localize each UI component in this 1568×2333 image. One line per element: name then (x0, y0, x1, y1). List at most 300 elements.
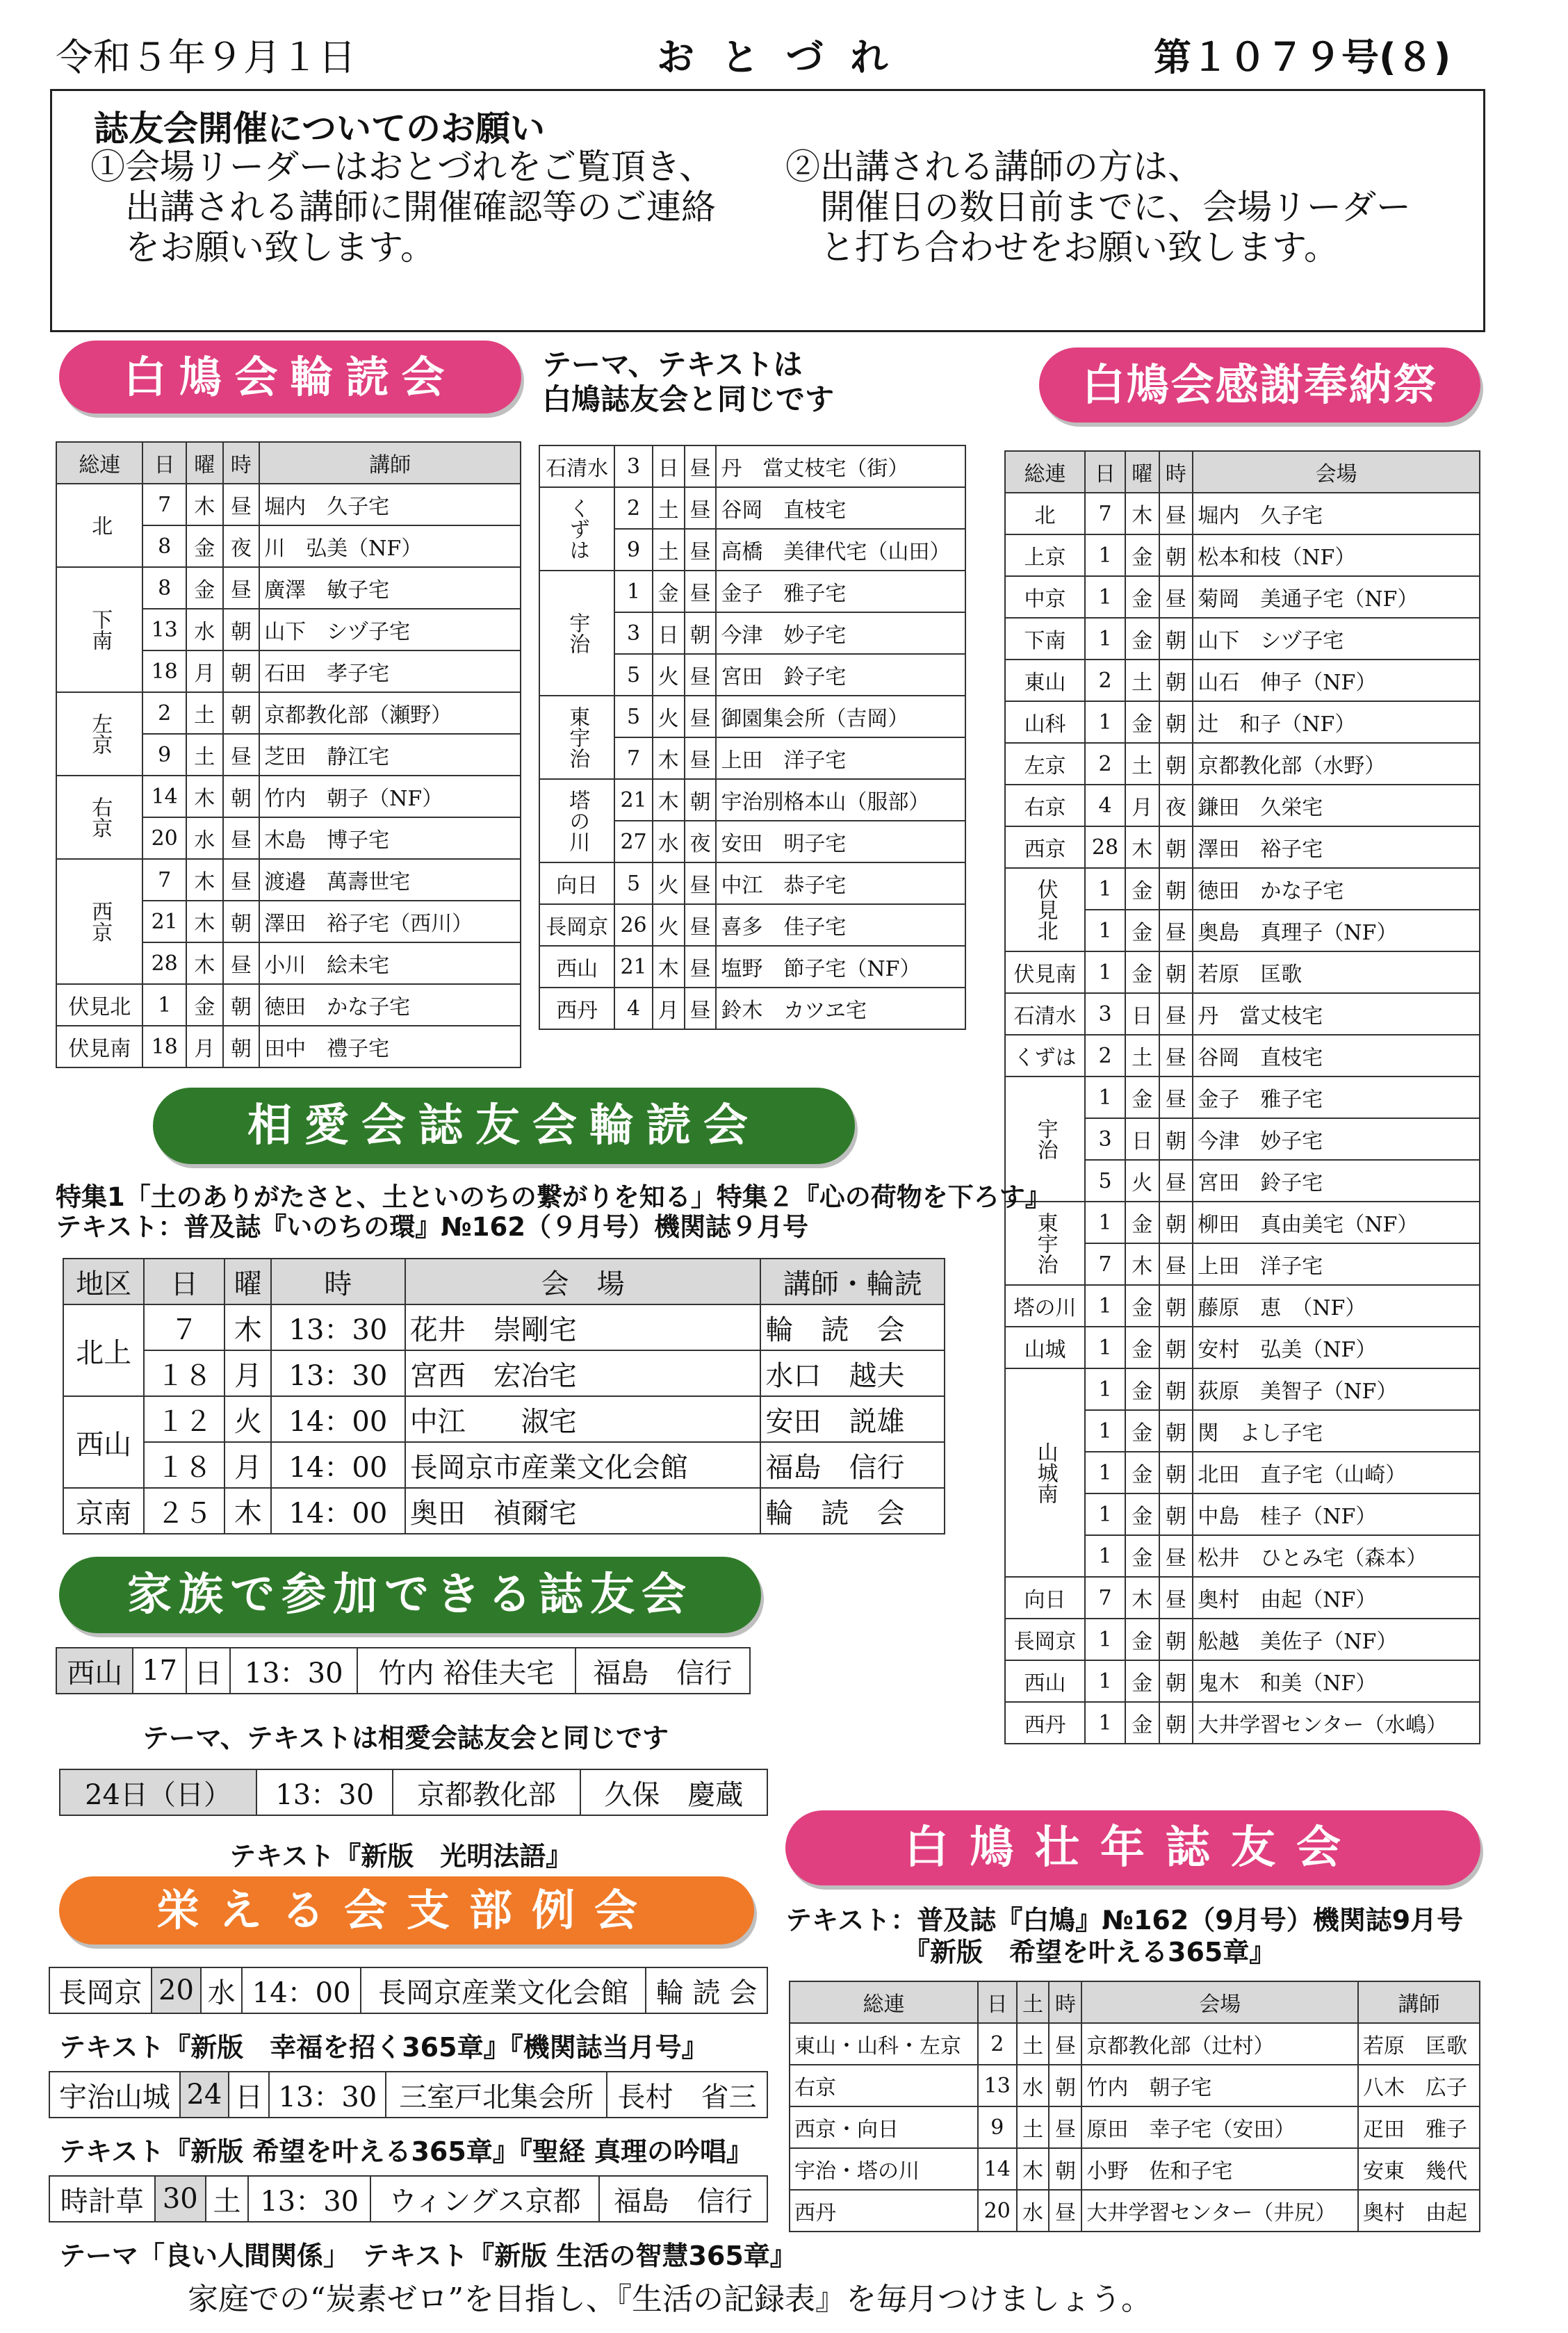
table-cell: 土 (186, 734, 223, 776)
table-cell: 30 (155, 2176, 206, 2222)
table-cell: 7 (614, 737, 652, 779)
table-cell: 関 よし子宅 (1193, 1410, 1480, 1452)
table-row (1005, 1577, 1480, 1619)
table-cell: 福島 信行 (599, 2176, 767, 2222)
table-cell: 朝 (223, 776, 260, 817)
group-cell: 東宇治 (1005, 1202, 1085, 1285)
table-cell: 中江 恭子宅 (716, 862, 965, 904)
group-cell: 石清水 (1005, 993, 1085, 1035)
table-cell: 木 (1125, 493, 1159, 534)
table-cell: 水 (186, 609, 223, 650)
table-cell: 4 (1085, 785, 1125, 826)
table-header-row (790, 1981, 1480, 2023)
table-cell: 朝 (1159, 1452, 1193, 1493)
table-cell: 金 (1125, 1202, 1159, 1243)
table-cell: 18 (142, 1026, 186, 1067)
table-row (1005, 701, 1480, 743)
column-header: 会 場 (405, 1259, 761, 1304)
table-header-row (1005, 451, 1480, 493)
table-cell: 輪 読 会 (646, 1967, 767, 2013)
table-cell: 5 (614, 862, 652, 904)
table-cell: 朝 (1159, 701, 1193, 743)
table-cell: 朝 (1049, 2065, 1081, 2106)
table-cell: 8 (142, 525, 186, 567)
table-row (49, 2072, 767, 2118)
table-cell: 山下 シヅ子宅 (1193, 618, 1480, 660)
table-cell: 輪 読 会 (760, 1488, 945, 1534)
table-cell: 朝 (1159, 618, 1193, 660)
table-row (56, 692, 521, 734)
page-header (56, 28, 1467, 83)
table-cell: 昼 (223, 942, 260, 984)
table-row (1005, 826, 1480, 868)
table-cell: 金 (1125, 576, 1159, 618)
table-cell: 山石 伸子（NF） (1193, 660, 1480, 701)
table-cell: 水 (653, 821, 685, 862)
table-cell: 金 (186, 567, 223, 609)
table-cell: 木 (186, 776, 223, 817)
table-cell: 水 (1017, 2190, 1050, 2232)
table-cell: 谷岡 直枝宅 (1193, 1035, 1480, 1077)
table-cell: 小川 絵未宅 (259, 942, 521, 984)
table-cell: 火 (1125, 1160, 1159, 1202)
hakkyu-rindoku-table-right (539, 445, 966, 1030)
group-cell: 西山 (1005, 1660, 1085, 1702)
column-header: 時 (1159, 451, 1193, 493)
soai-line2: テキスト：普及誌『いのちの環』№162（９月号）機関誌９月号 (56, 1212, 809, 1242)
table-cell: 火 (224, 1396, 271, 1442)
table-row (1005, 618, 1480, 660)
table-row (63, 1442, 945, 1488)
table-cell: 木 (1125, 826, 1159, 868)
table-cell: 疋田 雅子 (1358, 2106, 1480, 2148)
group-cell: 伏見南 (1005, 951, 1085, 993)
soai-table (63, 1258, 945, 1534)
table-cell: 上田 洋子宅 (1193, 1243, 1480, 1285)
table-cell: 昼 (1159, 1535, 1193, 1577)
table-cell: 昼 (1159, 1077, 1193, 1118)
table-cell: 昼 (1159, 1160, 1193, 1202)
table-cell: 舩越 美佐子（NF） (1193, 1619, 1480, 1660)
column-header: 総連 (790, 1981, 978, 2023)
table-cell: 1 (1085, 910, 1125, 951)
group-cell: 長岡京 (539, 904, 614, 946)
notice-col2: ②出講される講師の方は、 開催日の数日前までに、会場リーダー と打ち合わせをお願い致します。 (785, 147, 1411, 268)
table-cell: ２５ (144, 1488, 224, 1534)
table-cell: 原田 幸子宅（安田） (1081, 2106, 1358, 2148)
table-cell: 2 (1085, 743, 1125, 785)
sakaeru-table (49, 2175, 768, 2223)
table-row (60, 1769, 767, 1815)
hakkyu-rindoku-table-left (56, 441, 521, 1068)
hakkyu-rindoku-title: 白鳩会輪読会 (59, 341, 521, 414)
table-cell: 長岡京産業文化会館 (361, 1967, 646, 2013)
table-cell: 金 (186, 525, 223, 567)
sakaeru-text: テーマ「良い人間関係」 テキスト『新版 生活の智慧365章』 (59, 2241, 797, 2271)
table-cell: 14：00 (242, 1967, 361, 2013)
table-cell: 中島 桂子（NF） (1193, 1493, 1480, 1535)
column-header: 時 (271, 1259, 405, 1304)
table-cell: 徳田 かな子宅 (259, 984, 521, 1026)
group-cell: くずは (1005, 1035, 1085, 1077)
table-cell: 1 (1085, 1535, 1125, 1577)
table-cell: 奥田 禎爾宅 (405, 1488, 761, 1534)
table-cell: 朝 (1159, 1702, 1193, 1744)
group-cell: 右京 (56, 776, 142, 859)
table-cell: 昼 (685, 737, 717, 779)
table-cell: 廣澤 敏子宅 (259, 567, 521, 609)
table-header-row (56, 442, 521, 484)
table-cell: 長村 省三 (607, 2072, 767, 2118)
table-cell: 鎌田 久栄宅 (1193, 785, 1480, 826)
table-cell: 土 (186, 692, 223, 734)
table-cell: 日 (186, 1648, 230, 1694)
group-cell: 伏見南 (56, 1026, 142, 1067)
table-cell: 3 (1085, 993, 1125, 1035)
table-row (539, 862, 965, 904)
table-row (1005, 1035, 1480, 1077)
table-cell: 1 (1085, 1327, 1125, 1368)
notice-col1: ①会場リーダーはおとづれをご覧頂き、 出講される講師に開催確認等のご連絡 をお願い致します。 (90, 147, 716, 268)
table-cell: 金 (1125, 534, 1159, 576)
group-cell: 北上 (63, 1304, 144, 1396)
table-cell: 奥島 真理子（NF） (1193, 910, 1480, 951)
table-cell: 土 (653, 529, 685, 571)
table-cell: 1 (1085, 1410, 1125, 1452)
table-cell: 東山・山科・左京 (790, 2023, 978, 2065)
table-cell: 上田 洋子宅 (716, 737, 965, 779)
table-cell: 木 (653, 946, 685, 988)
table-cell: 月 (224, 1350, 271, 1396)
table-cell: 1 (1085, 701, 1125, 743)
table-cell: 2 (1085, 660, 1125, 701)
table-cell: 火 (653, 862, 685, 904)
table-cell: 昼 (685, 529, 717, 571)
group-cell: 西京 (56, 859, 142, 984)
table-cell: 1 (1085, 1660, 1125, 1702)
table-cell: 松本和枝（NF） (1193, 534, 1480, 576)
column-header: 曜 (186, 442, 223, 484)
table-row (790, 2148, 1480, 2190)
table-cell: 石田 孝子宅 (259, 650, 521, 692)
table-cell: 木 (653, 737, 685, 779)
table-cell: 長岡京市産業文化会館 (405, 1442, 761, 1488)
table-cell: 昼 (685, 862, 717, 904)
table-cell: 鈴木 カツヱ宅 (716, 988, 965, 1029)
table-cell: 5 (614, 696, 652, 737)
table-cell: 朝 (223, 1026, 260, 1067)
table-cell: 昼 (1159, 993, 1193, 1035)
table-cell: 朝 (1159, 660, 1193, 701)
table-cell: 28 (1085, 826, 1125, 868)
table-cell: 金 (1125, 1660, 1159, 1702)
table-cell: 昼 (1049, 2106, 1081, 2148)
table-cell: 渡邉 萬壽世宅 (259, 859, 521, 901)
table-row (1005, 660, 1480, 701)
table-cell: 昼 (223, 484, 260, 525)
table-cell: 昼 (1159, 1577, 1193, 1619)
table-cell: 昼 (1049, 2190, 1081, 2232)
group-cell: 石清水 (539, 445, 614, 487)
table-cell: 13：30 (271, 1350, 405, 1396)
table-cell: 1 (1085, 1619, 1125, 1660)
column-header: 総連 (1005, 451, 1085, 493)
table-cell: 御園集会所（吉岡） (716, 696, 965, 737)
table-cell: 朝 (1159, 1327, 1193, 1368)
table-row (63, 1304, 945, 1350)
table-cell: 月 (186, 1026, 223, 1067)
table-row (539, 487, 965, 529)
group-cell: 西丹 (1005, 1702, 1085, 1744)
table-cell: 金 (1125, 910, 1159, 951)
table-row (539, 445, 965, 487)
column-header: 日 (142, 442, 186, 484)
table-cell: 13：30 (271, 1304, 405, 1350)
header-issue: 第１０７９号(８) (1154, 35, 1451, 79)
group-cell: 左京 (56, 692, 142, 776)
table-cell: 月 (653, 988, 685, 1029)
table-cell: 5 (1085, 1160, 1125, 1202)
table-cell: 昼 (685, 696, 717, 737)
table-cell: 朝 (1159, 1285, 1193, 1327)
table-cell: 竹内 朝子（NF） (259, 776, 521, 817)
table-cell: 朝 (223, 692, 260, 734)
table-header-row (63, 1259, 945, 1304)
table-cell: 日 (653, 445, 685, 487)
table-row (1005, 743, 1480, 785)
table-cell: 7 (142, 484, 186, 525)
table-row (1005, 868, 1480, 910)
kazoku-table (56, 1647, 751, 1694)
table-cell: 昼 (685, 654, 717, 696)
table-cell: 輪 読 会 (760, 1304, 945, 1350)
table-cell: 金 (1125, 868, 1159, 910)
table-cell: 朝 (1159, 868, 1193, 910)
table-cell: 京都教化部 (393, 1769, 580, 1815)
table-cell: 京都教化部（瀬野） (259, 692, 521, 734)
table-cell: 火 (653, 654, 685, 696)
table-row (49, 1967, 767, 2013)
notice-title: 誌友会開催についてのお願い (94, 108, 545, 149)
table-cell: 1 (1085, 1702, 1125, 1744)
sonen-table (789, 1981, 1480, 2232)
table-cell: 竹内 朝子宅 (1081, 2065, 1358, 2106)
table-cell: 9 (978, 2106, 1017, 2148)
column-header: 会場 (1081, 1981, 1358, 2023)
table-cell: 日 (1125, 1118, 1159, 1160)
table-row (539, 696, 965, 737)
sakaeru-table (49, 1967, 768, 2014)
table-cell: 土 (1125, 1035, 1159, 1077)
table-cell: 田中 禮子宅 (259, 1026, 521, 1067)
table-cell: 朝 (1159, 1202, 1193, 1243)
table-cell: 朝 (1159, 1368, 1193, 1410)
group-cell: 長岡京 (1005, 1619, 1085, 1660)
table-row (1005, 576, 1480, 618)
table-cell: 18 (142, 650, 186, 692)
table-cell: 28 (142, 942, 186, 984)
table-row (1005, 493, 1480, 534)
table-cell: 福島 信行 (575, 1648, 750, 1694)
table-cell: 西丹 (790, 2190, 978, 2232)
table-cell: 塩野 節子宅（NF） (716, 946, 965, 988)
kazoku-title: 家族で参加できる誌友会 (59, 1557, 761, 1633)
table-row (539, 988, 965, 1029)
sakaeru-text: テキスト『新版 幸福を招く365章』『機関誌当月号』 (59, 2032, 708, 2063)
table-cell: 月 (224, 1442, 271, 1488)
table-cell: 7 (1085, 493, 1125, 534)
table-cell: 5 (614, 654, 652, 696)
table-row (56, 859, 521, 901)
table-cell: 昼 (1049, 2023, 1081, 2065)
table-cell: 21 (142, 901, 186, 942)
table-cell: 昼 (223, 859, 260, 901)
table-row (56, 984, 521, 1026)
table-row (1005, 1077, 1480, 1118)
table-cell: 若原 匡歌 (1193, 951, 1480, 993)
table-cell: 1 (142, 984, 186, 1026)
table-cell: 3 (614, 612, 652, 654)
table-cell: 昼 (1159, 1035, 1193, 1077)
group-cell: 山城 (1005, 1327, 1085, 1368)
table-cell: 13 (142, 609, 186, 650)
table-cell: 20 (978, 2190, 1017, 2232)
group-cell: 東宇治 (539, 696, 614, 779)
table-cell: 昼 (685, 946, 717, 988)
table-cell: １２ (144, 1396, 224, 1442)
table-cell: 福島 信行 (760, 1442, 945, 1488)
table-cell: 1 (1085, 951, 1125, 993)
group-cell: 下南 (56, 567, 142, 692)
table-cell: 芝田 静江宅 (259, 734, 521, 776)
table-cell: 13 (978, 2065, 1017, 2106)
table-cell: 宮田 鈴子宅 (1193, 1160, 1480, 1202)
table-cell: 丹 當丈枝宅（街） (716, 445, 965, 487)
table-row (1005, 993, 1480, 1035)
table-cell: 昼 (685, 904, 717, 946)
table-cell: 1 (1085, 1285, 1125, 1327)
table-row (790, 2065, 1480, 2106)
column-header: 地区 (63, 1259, 144, 1304)
table-cell: 朝 (685, 779, 717, 821)
table-cell: 昼 (685, 988, 717, 1029)
table-cell: 4 (614, 988, 652, 1029)
table-cell: 木 (1125, 1243, 1159, 1285)
table-cell: 中江 淑宅 (405, 1396, 761, 1442)
table-row (1005, 1702, 1480, 1744)
table-cell: 昼 (1159, 1243, 1193, 1285)
table-cell: 堀内 久子宅 (1193, 493, 1480, 534)
header-date: 令和５年９月１日 (56, 35, 356, 79)
table-cell: 14：00 (271, 1396, 405, 1442)
table-cell: 今津 妙子宅 (1193, 1118, 1480, 1160)
table-cell: ウィングス京都 (370, 2176, 599, 2222)
table-cell: 3 (614, 445, 652, 487)
group-cell: 北 (56, 484, 142, 567)
table-cell: 朝 (223, 984, 260, 1026)
table-cell: 昼 (1159, 910, 1193, 951)
notice-box (50, 89, 1485, 332)
table-cell: 徳田 かな子宅 (1193, 868, 1480, 910)
table-cell: 月 (1125, 785, 1159, 826)
table-cell: 時計草 (49, 2176, 155, 2222)
table-cell: 藤原 恵 （NF） (1193, 1285, 1480, 1327)
table-cell: 大井学習センター（水嶋） (1193, 1702, 1480, 1744)
column-header: 時 (1049, 1981, 1081, 2023)
group-cell: 西山 (539, 946, 614, 988)
table-cell: 1 (1085, 534, 1125, 576)
table-cell: 奥村 由起（NF） (1193, 1577, 1480, 1619)
table-cell: 金 (1125, 701, 1159, 743)
footer-text: 家庭での“炭素ゼロ”を目指し、『生活の記録表』を毎月つけましょう。 (188, 2282, 1152, 2317)
table-cell: 三室戸北集会所 (386, 2072, 606, 2118)
group-cell: 伏見北 (56, 984, 142, 1026)
soai-title: 相愛会誌友会輪読会 (153, 1088, 855, 1164)
table-cell: 3 (1085, 1118, 1125, 1160)
table-cell: 昼 (1159, 576, 1193, 618)
table-cell: 金 (1125, 1285, 1159, 1327)
table-cell: 火 (653, 904, 685, 946)
kazoku-note: テーマ、テキストは相愛会誌友会と同じです (142, 1723, 669, 1753)
header-title: お と づ れ (657, 35, 895, 79)
table-cell: 2 (978, 2023, 1017, 2065)
table-row (63, 1488, 945, 1534)
table-cell: 安東 幾代 (1358, 2148, 1480, 2190)
extra-text: テキスト『新版 光明法語』 (229, 1841, 573, 1872)
table-cell: 金 (1125, 951, 1159, 993)
table-cell: 朝 (1159, 1118, 1193, 1160)
table-cell: 8 (142, 567, 186, 609)
table-cell: 昼 (685, 445, 717, 487)
table-cell: 土 (206, 2176, 248, 2222)
group-cell: 山科 (1005, 701, 1085, 743)
table-cell: 昼 (685, 571, 717, 612)
table-cell: 20 (152, 1967, 201, 2013)
table-cell: 9 (142, 734, 186, 776)
table-cell: 大井学習センター（井尻） (1081, 2190, 1358, 2232)
table-cell: 今津 妙子宅 (716, 612, 965, 654)
table-cell: 14 (978, 2148, 1017, 2190)
table-row (539, 571, 965, 612)
table-row (56, 1026, 521, 1067)
table-cell: 夜 (223, 525, 260, 567)
group-cell: 北 (1005, 493, 1085, 534)
table-cell: 土 (1017, 2023, 1050, 2065)
table-cell: 土 (1125, 743, 1159, 785)
column-header: 総連 (56, 442, 142, 484)
group-cell: 東山 (1005, 660, 1085, 701)
table-cell: 宇治・塔の川 (790, 2148, 978, 2190)
group-cell: 伏見北 (1005, 868, 1085, 951)
table-row (790, 2106, 1480, 2148)
table-cell: 木 (224, 1488, 271, 1534)
table-cell: 小野 佐和子宅 (1081, 2148, 1358, 2190)
table-cell: 朝 (1159, 1410, 1193, 1452)
sakaeru-text: テキスト『新版 希望を叶える365章』『聖経 真理の吟唱』 (59, 2136, 753, 2167)
table-cell: 荻原 美智子（NF） (1193, 1368, 1480, 1410)
table-cell: 27 (614, 821, 652, 862)
table-cell: 金 (1125, 1452, 1159, 1493)
table-cell: 朝 (1159, 951, 1193, 993)
group-cell: 向日 (1005, 1577, 1085, 1619)
table-cell: 澤田 裕子宅 (1193, 826, 1480, 868)
table-cell: 21 (614, 779, 652, 821)
table-cell: 安田 明子宅 (716, 821, 965, 862)
group-cell: 塔の川 (539, 779, 614, 862)
table-row (56, 1648, 750, 1694)
table-cell: 安田 説雄 (760, 1396, 945, 1442)
table-cell: 朝 (685, 612, 717, 654)
